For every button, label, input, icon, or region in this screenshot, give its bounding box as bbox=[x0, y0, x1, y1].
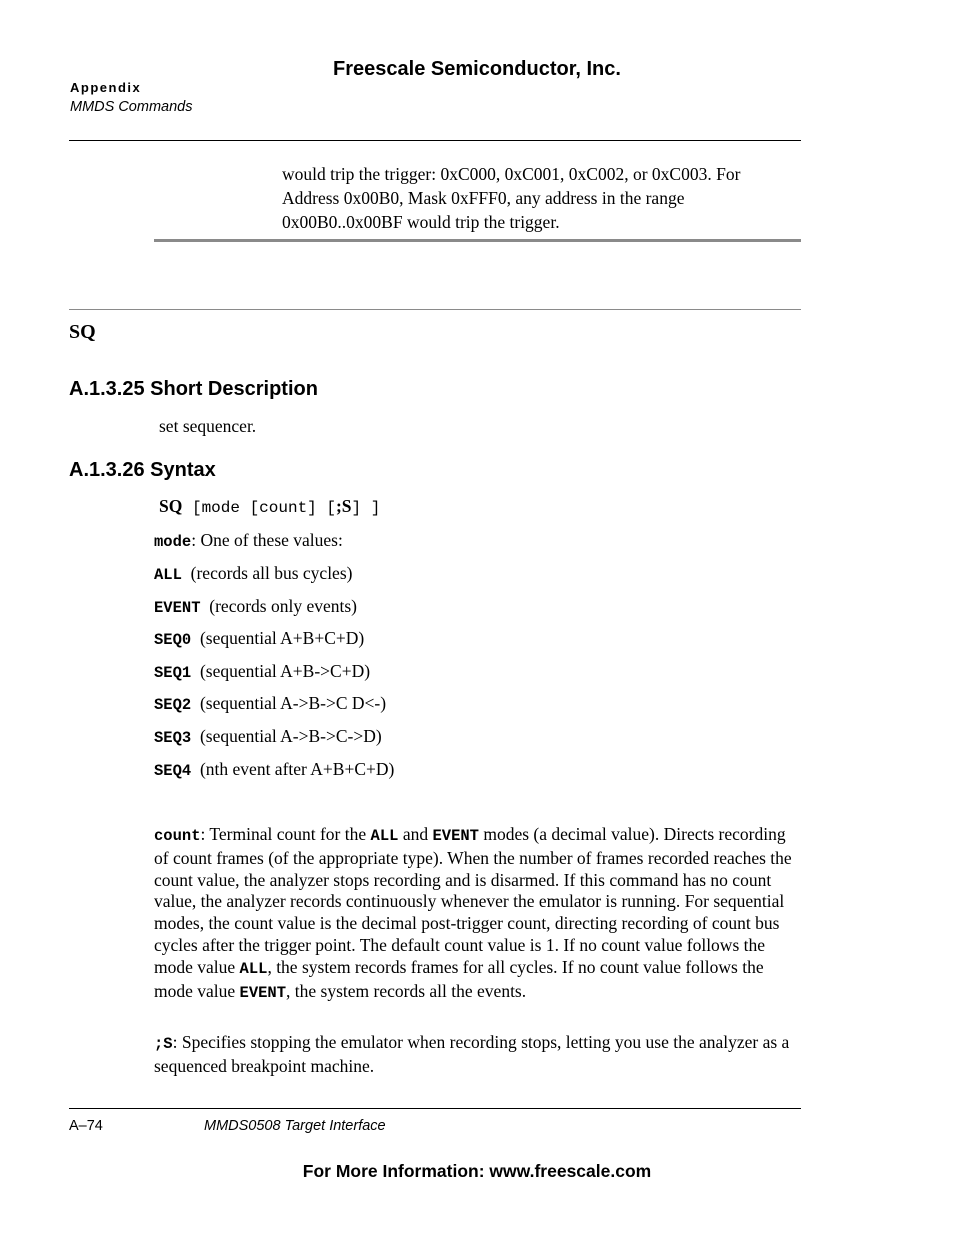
syntax-line bbox=[159, 496, 380, 517]
mode-keyword: mode bbox=[154, 533, 192, 551]
mode-code: SEQ0 bbox=[154, 631, 192, 649]
header-rule bbox=[69, 140, 801, 141]
mode-intro-text: : One of these values: bbox=[191, 530, 343, 550]
footer-rule bbox=[69, 1108, 801, 1109]
mode-desc: (sequential A+B->C+D) bbox=[191, 661, 371, 681]
mode-code: ALL bbox=[154, 566, 182, 584]
company-name: Freescale Semiconductor, Inc. bbox=[333, 58, 621, 80]
continued-line: 0x00B0..0x00BF would trip the trigger. bbox=[282, 212, 560, 232]
mode-code: SEQ4 bbox=[154, 762, 192, 780]
section-divider bbox=[69, 309, 801, 310]
mode-desc: (sequential A->B->C D<-) bbox=[191, 693, 387, 713]
syntax-option: ;S bbox=[335, 496, 352, 516]
running-header-section: Appendix bbox=[70, 80, 142, 95]
count-description bbox=[154, 824, 804, 1004]
syntax-args-end: ] ] bbox=[351, 499, 381, 517]
mode-value bbox=[154, 693, 386, 714]
command-name: SQ bbox=[69, 321, 96, 343]
mode-code: SEQ1 bbox=[154, 664, 192, 682]
keyword-all: ALL bbox=[239, 959, 268, 978]
continued-line: would trip the trigger: 0xC000, 0xC001, 0xC002, or 0xC003. For bbox=[282, 164, 741, 184]
page-number: A–74 bbox=[69, 1118, 103, 1134]
mode-code: SEQ3 bbox=[154, 729, 192, 747]
count-keyword: count bbox=[154, 827, 201, 845]
mode-value bbox=[154, 596, 357, 617]
stop-text: : Specifies stopping the emulator when recording stops, letting you use the analyzer as a sequenced breakpoint machine. bbox=[154, 1032, 790, 1076]
more-info-footer: For More Information: www.freescale.com bbox=[302, 1161, 652, 1181]
mode-desc: (records only events) bbox=[200, 596, 357, 616]
mode-code: EVENT bbox=[154, 599, 201, 617]
mode-value bbox=[154, 726, 382, 747]
mode-desc: (sequential A->B->C->D) bbox=[191, 726, 382, 746]
continued-table-cell bbox=[282, 162, 802, 234]
mode-value bbox=[154, 661, 370, 682]
mode-desc: (sequential A+B+C+D) bbox=[191, 628, 365, 648]
mode-value bbox=[154, 759, 394, 780]
syntax-args: [mode [count] [ bbox=[182, 499, 336, 517]
syntax-heading: A.1.3.26 Syntax bbox=[69, 459, 216, 481]
mode-value bbox=[154, 628, 364, 649]
mode-desc: (records all bus cycles) bbox=[181, 563, 353, 583]
mode-desc: (nth event after A+B+C+D) bbox=[191, 759, 395, 779]
stop-keyword: ;S bbox=[154, 1035, 173, 1053]
mode-intro bbox=[154, 530, 343, 551]
count-text: and bbox=[398, 824, 433, 844]
short-description-text: set sequencer. bbox=[159, 416, 257, 436]
keyword-event: EVENT bbox=[432, 827, 479, 845]
short-description-heading: A.1.3.25 Short Description bbox=[69, 378, 318, 400]
stop-option-description bbox=[154, 1032, 804, 1078]
document-title: MMDS0508 Target Interface bbox=[204, 1118, 386, 1134]
keyword-all: ALL bbox=[370, 827, 399, 845]
continued-line: Address 0x00B0, Mask 0xFFF0, any address in the range bbox=[282, 188, 685, 208]
count-text: : Terminal count for the bbox=[200, 824, 371, 844]
running-header-subsection: MMDS Commands bbox=[70, 99, 193, 115]
syntax-command: SQ bbox=[159, 496, 183, 516]
count-text: modes (a decimal value). Directs recording of count frames (of the appropriate type). When the number of frames recorded reaches the count value, the analyzer stops recording and is disarmed. If this command has no count value, the analyzer records continuously whenever the emulator is running. For sequential modes, the count value is the decimal post-trigger count, directing recording of count bus cycles after the trigger point. The default count value is 1. If no count value follows the mode value bbox=[154, 824, 792, 977]
mode-value bbox=[154, 563, 352, 584]
table-bottom-rule bbox=[154, 239, 801, 242]
count-text: , the system records frames for all cycles. If no count value follows the mode value bbox=[154, 956, 764, 1001]
count-text: , the system records all the events. bbox=[286, 980, 527, 1001]
mode-code: SEQ2 bbox=[154, 696, 192, 714]
keyword-event: EVENT bbox=[239, 983, 287, 1002]
